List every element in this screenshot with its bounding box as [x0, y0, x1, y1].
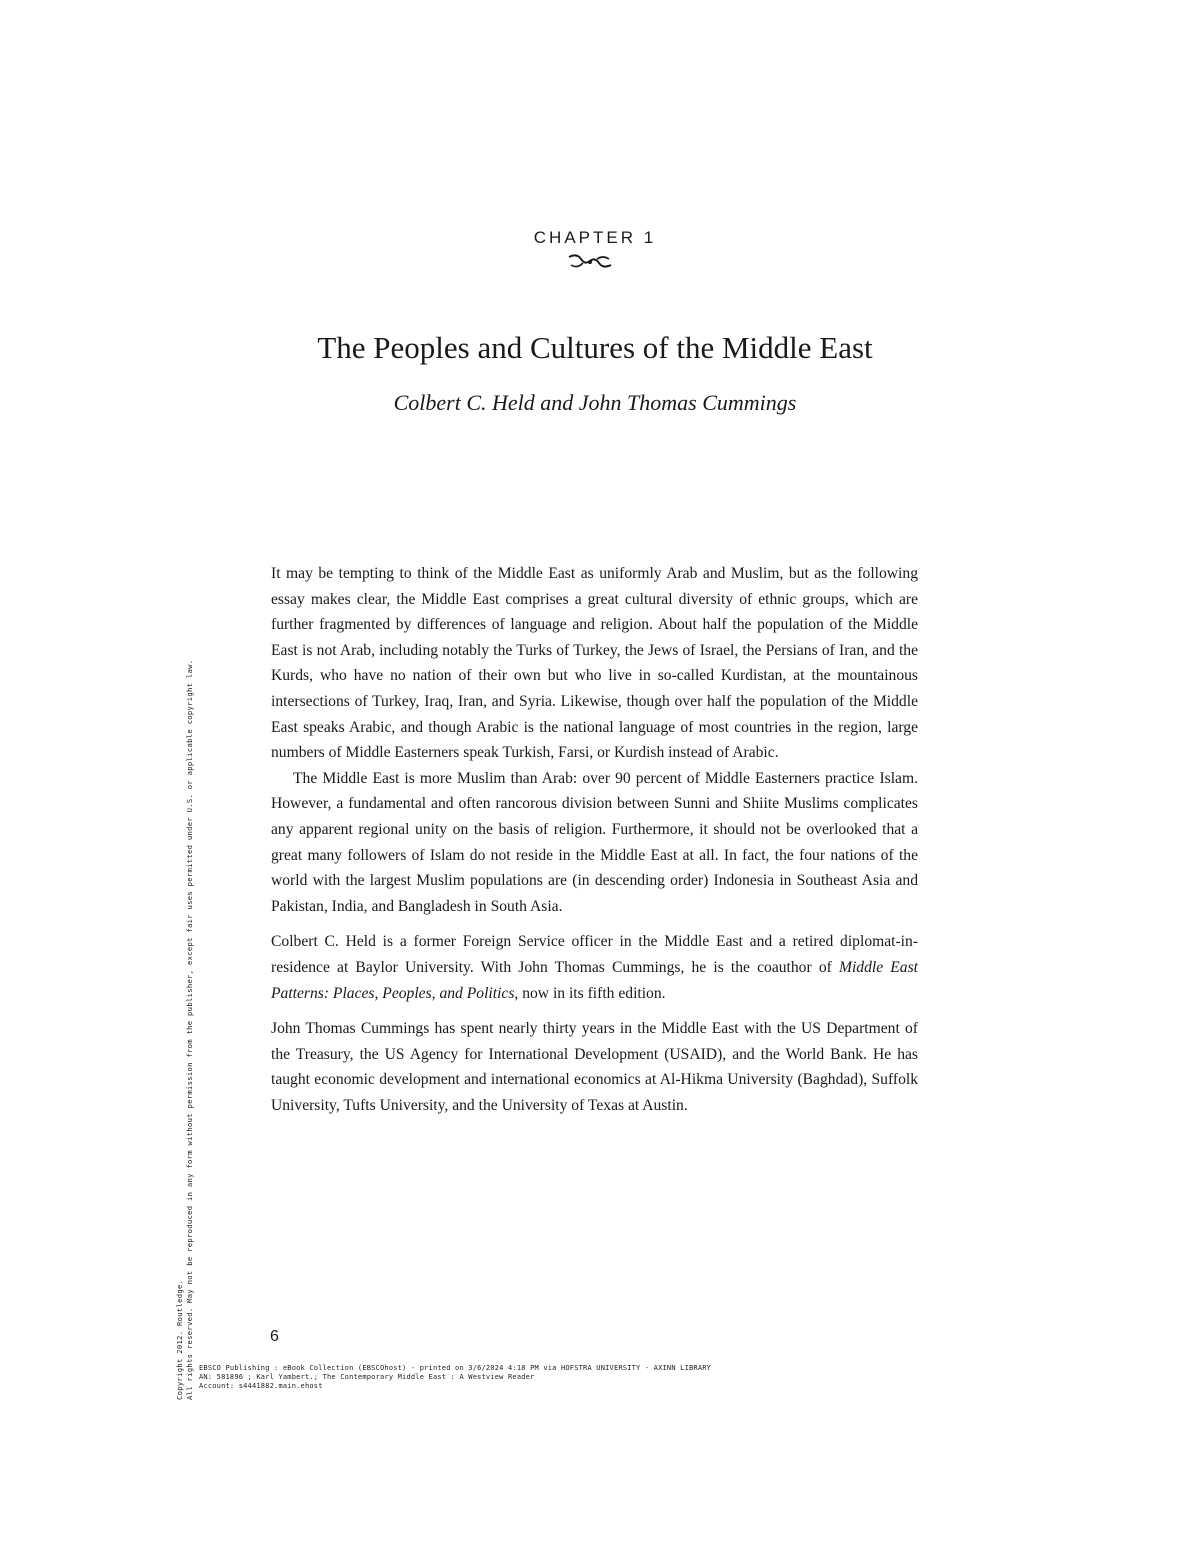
chapter-ornament-icon [565, 253, 615, 271]
intro-paragraph-2: The Middle East is more Muslim than Arab: over 90 percent of Middle Easterners practice Islam. However, a fundamental and often rancorous division between Sunni and Shiite Muslims complicates any apparent regional unity on the basis of religion. Furthermore, it should not be overlooked that a great many followers of Islam do not reside in the Middle East at all. In fact, the four nations of the world with the largest Muslim populations are (in descending order) Indonesia in Southeast Asia and Pakistan, India, and Bangladesh in South Asia. [271, 769, 918, 915]
author-name-cummings: John Thomas Cummings [271, 1020, 430, 1038]
chapter-title: The Peoples and Cultures of the Middle East [317, 330, 873, 365]
copyright-line: Copyright 2012. Routledge. [175, 1279, 184, 1400]
footer-line-1: EBSCO Publishing : eBook Collection (EBSCOhost) - printed on 3/6/2024 4:18 PM via HOFSTRA UNIVERSITY - AXINN LIBRARY [199, 1364, 712, 1372]
copyright-notice [175, 540, 194, 1400]
chapter-body [271, 561, 918, 1118]
page-number: 6 [270, 1328, 279, 1345]
bio-held-text-end: , now in its fifth edition. [514, 984, 666, 1002]
book-title: Middle East Patterns: Places, Peoples, and Politics [271, 958, 918, 1002]
bio-held-text: is a former Foreign Service officer in the Middle East and a retired diplomat-in-residence at Baylor University. With John Thomas Cummings, he is the coauthor of [271, 933, 919, 976]
ebook-footer [199, 1364, 839, 1390]
author-name-held: Colbert C. Held [271, 933, 376, 951]
footer-line-2: AN: 581896 ; Karl Yambert.; The Contemporary Middle East : A Westview Reader [199, 1372, 535, 1381]
footer-line-3: Account: s4441882.main.ehost [199, 1381, 323, 1390]
bio-cummings-text: has spent nearly thirty years in the Middle East with the US Department of the Treasury, the US Agency for International Development (USAID), and the World Bank. He has taught economic development and international economics at Al-Hikma University (Baghdad), Suffolk University, Tufts University, and the University of Texas at Austin. [271, 1020, 918, 1114]
rights-line: All rights reserved. May not be reproduced in any form without permission from the publisher, except fair uses permitted under U.S. or applicable copyright law. [184, 659, 194, 1400]
chapter-authors: Colbert C. Held and John Thomas Cummings [393, 390, 797, 415]
intro-paragraph-1: It may be tempting to think of the Middle East as uniformly Arab and Muslim, but as the following essay makes clear, the Middle East comprises a great cultural diversity of ethnic groups, which are further fragmented by differences of language and religion. About half the population of the Middle East is not Arab, including notably the Turks of Turkey, the Jews of Israel, the Persians of Iran, and the Kurds, who have no nation of their own but who live in so-called Kurdistan, at the mountainous intersections of Turkey, Iraq, Iran, and Syria. Likewise, though over half the population of the Middle East speaks Arabic, and though Arabic is the national language of most countries in the region, large numbers of Middle Easterners speak Turkish, Farsi, or Kurdish instead of Arabic. [271, 565, 918, 762]
chapter-label: CHAPTER 1 [533, 228, 657, 247]
author-bio-cummings [271, 1016, 918, 1118]
author-bio-held [271, 929, 918, 1006]
